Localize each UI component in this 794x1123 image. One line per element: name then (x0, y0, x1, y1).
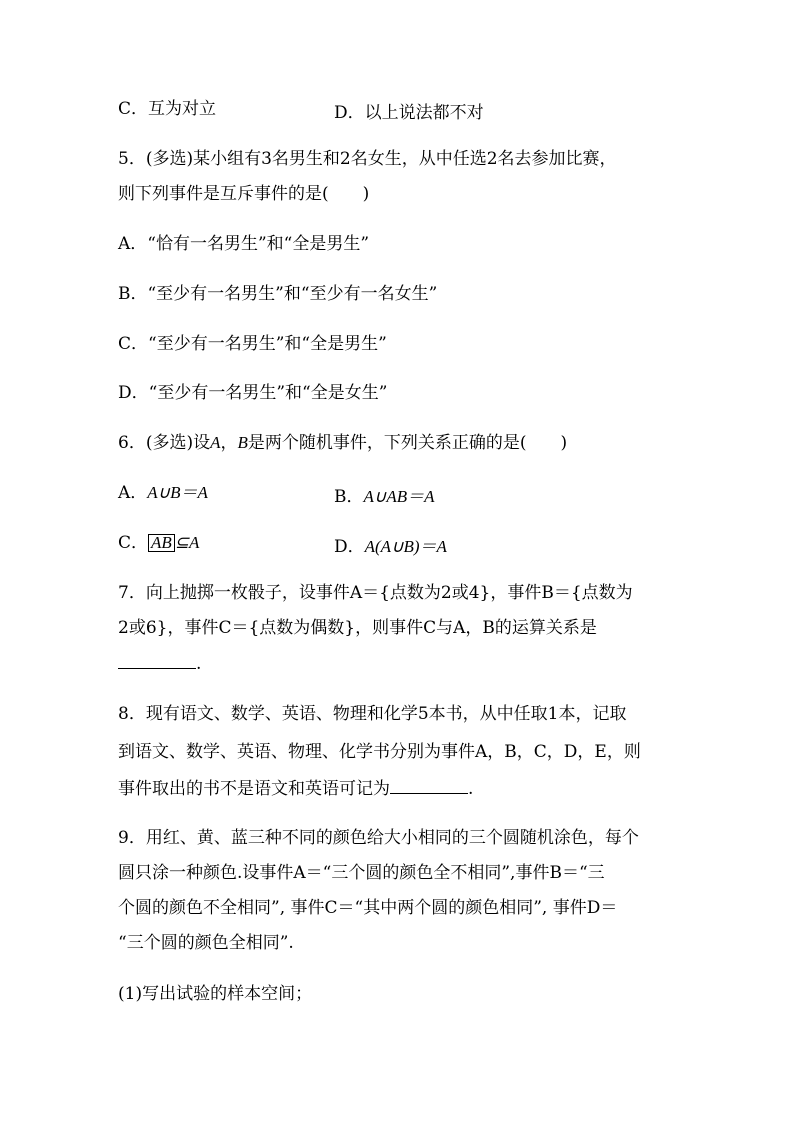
q6-option-c-label: C． (118, 533, 149, 553)
q6-option-c-boxed: AB (148, 534, 175, 552)
q7-stem-line3 (118, 652, 201, 675)
q4-option-c: C．互为对立 (118, 99, 217, 119)
q6-stem-b: B (237, 433, 248, 452)
q6-option-b (334, 482, 434, 507)
q8-answer-blank (390, 777, 468, 794)
q8-stem-line1: 8．现有语文、数学、英语、物理和化学5本书，从中任取1本，记取 (118, 704, 627, 724)
q9-stem-line2: 圆只涂一种颜色.设事件A＝“三个圆的颜色全不相同”,事件B＝“三 (118, 863, 605, 883)
q6-stem-mid: ， (220, 433, 238, 453)
q6-option-d-label: D． (334, 537, 365, 557)
q8-line3-text: 事件取出的书不是语文和英语可记为 (118, 779, 390, 799)
q8-line3-end: . (468, 779, 474, 799)
q7-answer-blank (118, 652, 196, 669)
q5-option-c: C．“至少有一名男生”和“全是男生” (118, 334, 387, 354)
q6-option-c-rest: ⊆A (174, 533, 200, 552)
q6-option-c (118, 532, 199, 554)
q6-option-d-expr: A(A∪B)＝A (364, 537, 447, 556)
q6-option-a-expr: A∪B＝A (147, 483, 208, 502)
q6-option-a (118, 482, 208, 504)
q9-subquestion-1: (1)写出试验的样本空间； (118, 984, 313, 1004)
q9-stem-line1: 9．用红、黄、蓝三种不同的颜色给大小相同的三个圆随机涂色，每个 (118, 828, 639, 848)
q9-stem-line4: “三个圆的颜色全相同”. (118, 933, 294, 953)
q7-stem-line2: 2或6}，事件C＝{点数为偶数}，则事件C与A，B的运算关系是 (118, 618, 597, 638)
q8-stem-line3 (118, 777, 473, 800)
q6-stem-pre: 6．(多选)设 (118, 433, 211, 453)
q5-stem-line1: 5．(多选)某小组有3名男生和2名女生，从中任选2名去参加比赛， (118, 149, 617, 169)
q7-stem-line1: 7．向上抛掷一枚骰子，设事件A＝{点数为2或4}，事件B＝{点数为 (118, 583, 633, 603)
q6-stem-post: 是两个随机事件，下列关系正确的是( ) (247, 433, 568, 453)
q6-stem (118, 432, 567, 454)
q8-stem-line2: 到语文、数学、英语、物理、化学书分别为事件A，B，C，D，E，则 (118, 742, 641, 762)
q5-stem-line2: 则下列事件是互斥事件的是( ) (118, 184, 370, 204)
q9-stem-line3: 个圆的颜色不全相同”, 事件C＝“其中两个圆的颜色相同”, 事件D＝ (118, 898, 618, 918)
q6-option-b-expr: A∪AB＝A (363, 487, 435, 506)
q6-option-d (334, 532, 447, 557)
q5-option-a: A．“恰有一名男生”和“全是男生” (118, 234, 370, 254)
q6-option-b-label: B． (334, 487, 364, 507)
q4-option-d: D．以上说法都不对 (334, 103, 484, 123)
q5-option-d: D．“至少有一名男生”和“全是女生” (118, 383, 388, 403)
q6-option-a-label: A． (118, 483, 148, 503)
q5-option-b: B．“至少有一名男生”和“至少有一名女生” (118, 284, 438, 304)
q7-line3-end: . (196, 654, 202, 674)
q6-stem-a: A (210, 433, 221, 452)
